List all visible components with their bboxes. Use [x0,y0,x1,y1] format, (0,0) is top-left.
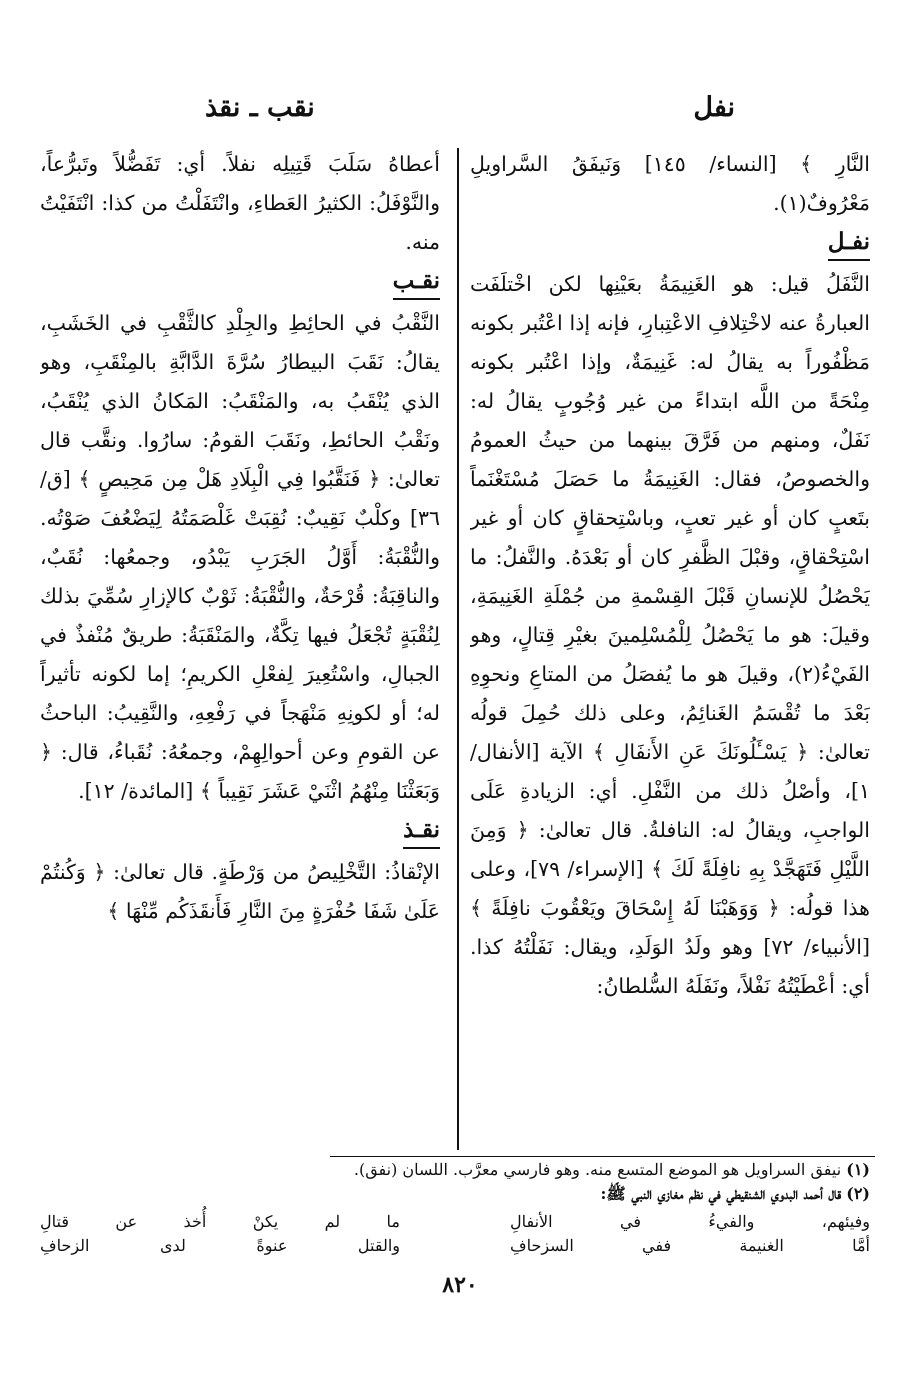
footnote-1-text: نيفق السراويل هو الموضع المتسع منه. وهو فارسي معرَّب. اللسان (نفق). [353,1160,842,1179]
right-column [470,145,870,1150]
footnote-1-number: (١) [846,1160,870,1179]
running-header-right: نفل [693,92,735,123]
entry-title-naqdh: نقـذ [403,813,440,849]
footnotes [40,1158,870,1206]
entry-title-naqb: نقـب [393,264,440,300]
page-number: ٨٢٠ [442,1272,478,1298]
verse-line-2 [40,1234,870,1258]
right-column-intro: النَّارِ ﴾ [النساء/ ١٤٥] وَنَيفَقُ السَّراويلِ مَعْرُوفٌ(١). [470,152,870,215]
entry-title-nafl: نفـل [828,225,870,261]
verse-line-1-first: وفيئهم، والفيءُ في الأنفالِ [510,1212,870,1231]
footnote-2-text: قال أحمد البدوي الشنقيطي في نظم مغازي النبي ﷺ: [600,1184,842,1203]
column-divider [457,148,459,1150]
entry-body-nafl: النَّفَلُ قيل: هو الغَنِيمَةُ بعَيْنِها لكن اخْتلَفَت العبارةُ عنه لاخْتِلافِ الاعْتِبارِ، فإنه إذا اعْتُبر بكونه مَظْفُوراً به يقالُ له: غَنِيمَةٌ، وإذا اعْتُبر بكونه مِنْحَةً من اللَّه ابتداءً من غير وُجُوبٍ يقالُ له: نَفَلٌ، ومنهم من فَرَّقَ بينهما من حيثُ العمومُ والخصوصُ، فقال: الغَنِيمَةُ ما حَصَلَ مُسْتَغْنَماً بتَعبٍ كان أو غير تعبٍ، وباسْتِحقاقٍ كان أو غير اسْتِحْقاقٍ، وقبْلَ الظَّفرِ كان أو بَعْدَهُ. والنَّفلُ: ما يَحْصُلُ للإنسانِ قَبْلَ القِسْمةِ من جُمْلَةِ الغَنِيمَةِ، وقيلَ: هو ما يَحْصُلُ لِلْمُسْلِمينَ بغيْرِ قِتالٍ، وهو الفَيْءُ(٢)، وقيلَ هو ما يُفصَلُ من المتاعِ ونحوِهِ بَعْدَ ما تُقْسَمُ الغَنائِمُ، وعلى ذلك حُمِلَ قولُه تعالىٰ: ﴿ يَسْـَٔلُونَكَ عَنِ الأَنفَالِ ﴾ الآية [الأنفال/ ١]، وأصْلُ ذلك من النَّفْلِ. أي: الزيادةِ عَلَى الواجبِ، ويقالُ له: النافلةُ. قال تعالىٰ: ﴿ وَمِنَ اللَّيْلِ فَتَهَجَّدْ بِهِ نافِلَةً لَكَ ﴾ [الإسراء/ ٧٩]، وعلى هذا قولُه: ﴿ وَوَهَبْنَا لَهُ إِسْحَاقَ ويَعْقُوبَ نافِلَةً ﴾ [الأنبياء/ ٧٢] وهو ولَدُ الوَلَدِ، ويقال: نَفَلْتُهُ كذا. أي: أعْطَيْتُهُ نَفْلاً، ونَفَلَهُ السُّلطانُ: [470,272,870,998]
running-header-left: نقب ـ نقذ [205,92,315,123]
verse-block [40,1210,870,1258]
verse-line-1 [40,1210,870,1234]
left-column-intro: أعطاهُ سَلَبَ قَتِيلِه نفلاً. أي: تَفَضُّلاً وتَبرُّعاً، والنَّوْفَلُ: الكثيرُ العَطاءِ، وانْتَفَلْتُ من كذا: انْتَفَيْتُ منه. [40,152,440,254]
verse-line-2-second: والقتل عنوةً لدى الزحافِ [40,1236,400,1255]
footnote-2-number: (٢) [846,1184,870,1203]
verse-line-2-first: أمَّا الغنيمة ففي السزحافِ [510,1236,870,1255]
entry-body-naqdh: الإنْقاذُ: التَّخْلِيصُ من وَرْطَةٍ. قال تعالىٰ: ﴿ وَكُنتُمْ عَلَىٰ شَفَا حُفْرَةٍ مِنَ النَّارِ فَأَنقَذَكُم مِّنْهَا ﴾ [40,860,440,923]
footnote-rule [330,1156,875,1157]
entry-body-naqb: النَّقْبُ في الحائِطِ والجِلْدِ كالثَّقْبِ في الخَشَبِ، يقالُ: نَقَبَ البيطارُ سُرَّةَ الدَّابَّةِ بالمِنْقَبِ، وهو الذي يُنْقَبُ به، والمَنْقَبُ: المَكانُ الذي يُنْقَبُ، ونَقْبُ الحائطِ، ونَقَبَ القومُ: سارُوا. ونقَّب قال تعالىٰ: ﴿ فَنَقَّبُوا فِي الْبِلَادِ هَلْ مِن مَحِيصٍ ﴾ [ق/ ٣٦] وكلْبٌ نَقِيبٌ: نُقِبَتْ غَلْصَمَتُهُ لِيَضْعُفَ صَوْتُه. والنُّقْبَةُ: أَوَّلُ الجَرَبِ يَبْدُو، وجمعُها: نُقَبٌ، والناقِبَةُ: قُرْحَةٌ، والنُّقْبَةُ: ثَوْبٌ كالإزارِ سُمِّيَ بذلك لِنُقْبَةٍ تُجْعَلُ فيها تِكَّةٌ، والمَنْقَبَةُ: طريقٌ مُنْفذٌ في الجبالِ، واسْتُعِيرَ لِفعْلِ الكريمِ؛ إما لكونه تأثيراً له؛ أو لكونِهِ مَنْهَجاً في رَفْعِهِ، والنَّقِيبُ: الباحثُ عن القومِ وعن أحوالِهِمْ، وجمعُهُ: نُقَباءُ، قال: ﴿ وَبَعَثْنَا مِنْهُمُ اثْنَيْ عَشَرَ نَقِيباً ﴾ [المائدة/ ١٢]. [40,311,440,803]
verse-line-1-second: ما لم يكنْ أُخذ عن قتالِ [40,1212,400,1231]
footnote-2 [40,1182,870,1206]
left-column [40,145,440,1150]
footnote-1 [40,1158,870,1182]
